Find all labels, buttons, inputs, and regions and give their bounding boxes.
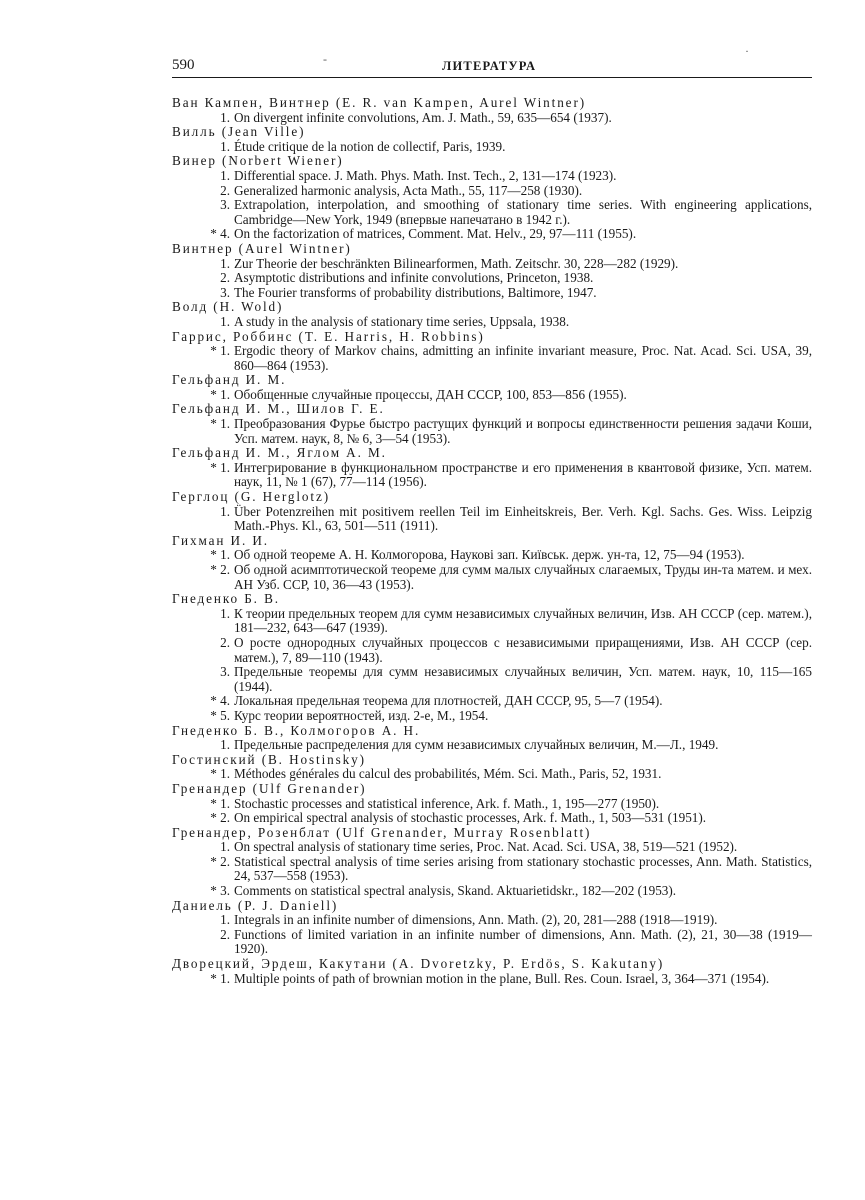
entry-work <box>172 388 812 403</box>
entry-author: Дворецкий, Эрдеш, Какутани (A. Dvoretzky, P. Erdös, S. Kakutany) <box>172 956 665 972</box>
work-number: * 2. <box>210 853 230 869</box>
work-citation: The Fourier transforms of probability distributions, Baltimore, 1947. <box>234 284 597 300</box>
work-number: * 2. <box>210 562 230 577</box>
bib-entry <box>172 125 812 154</box>
entry-work <box>172 184 812 199</box>
work-number: 1. <box>220 313 230 329</box>
entry-work <box>172 855 812 884</box>
work-citation: Об одной асимптотической теореме для сумм малых случайных слагаемых, Труды ин-та матем. и мех. АН Узб. ССР, 10, 36—43 (1953). <box>234 562 812 592</box>
entry-work <box>172 972 812 987</box>
work-citation: Zur Theorie der beschränkten Bilinearformen, Math. Zeitschr. 30, 228—282 (1929). <box>234 255 679 271</box>
entry-author: Гнеденко Б. В. <box>172 591 280 607</box>
bibliography <box>172 96 812 986</box>
entry-work <box>172 694 812 709</box>
work-citation: Предельные распределения для сумм независимых случайных величин, М.—Л., 1949. <box>234 737 719 753</box>
entry-author: Гостинский (B. Hostinsky) <box>172 751 366 767</box>
entry-work <box>172 417 812 446</box>
work-number: * 1. <box>210 970 230 986</box>
entry-work <box>172 797 812 812</box>
entry-work <box>172 709 812 724</box>
bib-entry <box>172 534 812 592</box>
bib-entry <box>172 592 812 723</box>
work-citation: On the factorization of matrices, Comment. Mat. Helv., 29, 97—111 (1955). <box>234 226 637 242</box>
entry-author: Волд (H. Wold) <box>172 299 284 315</box>
work-citation: Stochastic processes and statistical inference, Ark. f. Math., 1, 195—277 (1950). <box>234 795 660 811</box>
entry-work <box>172 636 812 665</box>
bib-entry <box>172 300 812 329</box>
work-citation: Преобразования Фурье быстро растущих функций и вопросы единственности решения задачи Коши, Усп. матем. наук, 8, № 6, 3—54 (1953). <box>234 416 812 446</box>
bib-entry <box>172 782 812 826</box>
work-citation: К теории предельных теорем для сумм независимых случайных величин, Изв. АН СССР (сер. матем.), 181—232, 643—647 (1939). <box>234 605 812 636</box>
work-number: * 1. <box>210 343 230 359</box>
page-number: 590 <box>172 57 195 73</box>
bib-entry <box>172 242 812 300</box>
entry-work <box>172 607 812 636</box>
work-citation: On divergent infinite convolutions, Am. J. Math., 59, 635—654 (1937). <box>234 109 612 125</box>
bib-entry <box>172 96 812 125</box>
entry-work <box>172 140 812 155</box>
bib-entry <box>172 490 812 534</box>
work-number: * 4. <box>210 226 230 242</box>
work-citation: Comments on statistical spectral analysis, Skand. Aktuarietidskr., 182—202 (1953). <box>234 883 677 899</box>
work-citation: Statistical spectral analysis of time series arising from stationary stochastic processes, Ann. Math. Statistics, 24, 537—558 (1953). <box>234 853 812 884</box>
entry-work <box>172 315 812 330</box>
entry-work <box>172 111 812 126</box>
header-rule <box>172 77 812 78</box>
entry-author: Гаррис, Роббинс (T. E. Harris, H. Robbins) <box>172 328 485 344</box>
entry-work <box>172 738 812 753</box>
work-citation: Курс теории вероятностей, изд. 2-е, М., 1954. <box>234 707 489 723</box>
work-number: * 1. <box>210 386 230 402</box>
entry-author: Ван Кампен, Винтнер (E. R. van Kampen, Aurel Wintner) <box>172 95 587 110</box>
entry-work <box>172 227 812 242</box>
work-citation: Multiple points of path of brownian motion in the plane, Bull. Res. Coun. Israel, 3, 364—371 (1954). <box>234 970 770 986</box>
work-citation: Méthodes générales du calcul des probabilités, Mém. Sci. Math., Paris, 52, 1931. <box>234 766 662 782</box>
bib-entry <box>172 957 812 986</box>
work-citation: Локальная предельная теорема для плотностей, ДАН СССР, 95, 5—7 (1954). <box>234 693 663 709</box>
work-citation: Ergodic theory of Markov chains, admitting an infinite invariant measure, Proc. Nat. Acad. Sci. USA, 39, 860—864 (1953). <box>234 343 812 373</box>
work-citation: Generalized harmonic analysis, Acta Math., 55, 117—258 (1930). <box>234 182 583 198</box>
work-number: 1. <box>220 167 230 183</box>
entry-work <box>172 461 812 490</box>
work-citation: On empirical spectral analysis of stochastic processes, Ark. f. Math., 1, 503—531 (1951). <box>234 810 707 826</box>
entry-work <box>172 884 812 899</box>
entry-author: Даниель (P. J. Daniell) <box>172 897 339 913</box>
work-number: 1. <box>220 109 230 125</box>
work-citation: Differential space. J. Math. Phys. Math. Inst. Tech., 2, 131—174 (1923). <box>234 167 617 183</box>
work-number: 2. <box>220 634 230 650</box>
work-number: 1. <box>220 255 230 271</box>
work-citation: Extrapolation, interpolation, and smoothing of stationary time series. With engineering applications, Cambridge—New York, 1949 (впервые напечатано в 1942 г.). <box>234 197 812 227</box>
work-number: * 5. <box>210 707 230 723</box>
page-title: ЛИТЕРАТУРА <box>442 59 537 73</box>
work-number: * 3. <box>210 883 230 899</box>
entry-work <box>172 344 812 373</box>
entry-work <box>172 286 812 301</box>
work-citation: Über Potenzreihen mit positivem reellen Teil im Einheitskreis, Ber. Verh. Kgl. Sachs. Ges. Wiss. Leipzig Math.-Phys. Kl., 63, 501—511 (1911). <box>234 503 812 534</box>
entry-work <box>172 665 812 694</box>
entry-work <box>172 811 812 826</box>
work-number: 2. <box>220 270 230 286</box>
work-citation: On spectral analysis of stationary time series, Proc. Nat. Acad. Sci. USA, 38, 519—521 (1952). <box>234 839 738 855</box>
entry-author: Гренандер, Розенблат (Ulf Grenander, Murray Rosenblatt) <box>172 824 592 840</box>
work-citation: Об одной теореме А. Н. Колмогорова, Наукові зап. Київськ. держ. ун-та, 12, 75—94 (1953). <box>234 547 745 563</box>
work-citation: Предельные теоремы для сумм независимых случайных величин, Усп. матем. наук, 10, 115—165 (1944). <box>234 664 812 694</box>
work-number: 1. <box>220 138 230 154</box>
entry-work <box>172 169 812 184</box>
entry-author: Герглоц (G. Herglotz) <box>172 489 331 505</box>
work-number: 1. <box>220 605 230 621</box>
entry-work <box>172 913 812 928</box>
entry-author: Винер (Norbert Wiener) <box>172 153 344 169</box>
work-citation: О росте однородных случайных процессов с независимыми приращениями, Изв. АН СССР (сер. матем.), 7, 89—110 (1943). <box>234 634 812 665</box>
work-number: * 4. <box>210 693 230 709</box>
bib-entry <box>172 330 812 374</box>
entry-author: Гельфанд И. М., Яглом А. М. <box>172 445 387 461</box>
entry-work <box>172 928 812 957</box>
work-number: 2. <box>220 182 230 198</box>
bib-entry <box>172 753 812 782</box>
entry-author: Гельфанд И. М., Шилов Г. Е. <box>172 401 385 417</box>
entry-author: Гихман И. И. <box>172 532 269 548</box>
work-number: 1. <box>220 912 230 928</box>
entry-work <box>172 257 812 272</box>
work-number: 3. <box>220 197 230 213</box>
entry-author: Гнеденко Б. В., Колмогоров А. Н. <box>172 722 421 738</box>
work-citation: Étude critique de la notion de collectif, Paris, 1939. <box>234 138 506 154</box>
bib-entry <box>172 446 812 490</box>
bib-entry <box>172 402 812 446</box>
bib-entry <box>172 724 812 753</box>
work-citation: Functions of limited variation in an infinite number of dimensions, Ann. Math. (2), 21, 30—38 (1919—1920). <box>234 926 812 957</box>
entry-author: Гельфанд И. М. <box>172 372 287 388</box>
entry-work <box>172 840 812 855</box>
work-number: * 2. <box>210 810 230 826</box>
work-number: * 1. <box>210 795 230 811</box>
work-number: 1. <box>220 737 230 753</box>
bib-entry <box>172 826 812 899</box>
bib-entry <box>172 154 812 242</box>
work-number: * 1. <box>210 459 230 475</box>
entry-author: Гренандер (Ulf Grenander) <box>172 780 367 796</box>
work-number: * 1. <box>210 547 230 563</box>
work-number: 3. <box>220 664 230 680</box>
entry-author: Винтнер (Aurel Wintner) <box>172 240 352 256</box>
work-number: * 1. <box>210 416 230 432</box>
work-citation: Integrals in an infinite number of dimensions, Ann. Math. (2), 20, 281—288 (1918—1919). <box>234 912 718 928</box>
work-citation: Интегрирование в функциональном пространстве и его применения в квантовой физике, Усп. матем. наук, 11, № 1 (67), 77—114 (1956). <box>234 459 812 490</box>
entry-work <box>172 563 812 592</box>
entry-work <box>172 198 812 227</box>
entry-work <box>172 271 812 286</box>
entry-author: Вилль (Jean Ville) <box>172 124 306 140</box>
entry-work <box>172 548 812 563</box>
entry-work <box>172 505 812 534</box>
bib-entry <box>172 899 812 957</box>
work-number: 1. <box>220 839 230 855</box>
scan-mark: - <box>323 52 327 66</box>
work-citation: Asymptotic distributions and infinite convolutions, Princeton, 1938. <box>234 270 594 286</box>
page-header <box>172 55 812 77</box>
work-citation: A study in the analysis of stationary time series, Uppsala, 1938. <box>234 313 570 329</box>
entry-work <box>172 767 812 782</box>
bib-entry <box>172 373 812 402</box>
scan-mark: · <box>745 44 749 58</box>
work-number: 3. <box>220 284 230 300</box>
work-number: 1. <box>220 503 230 519</box>
work-number: * 1. <box>210 766 230 782</box>
work-citation: Обобщенные случайные процессы, ДАН СССР, 100, 853—856 (1955). <box>234 386 627 402</box>
work-number: 2. <box>220 926 230 942</box>
